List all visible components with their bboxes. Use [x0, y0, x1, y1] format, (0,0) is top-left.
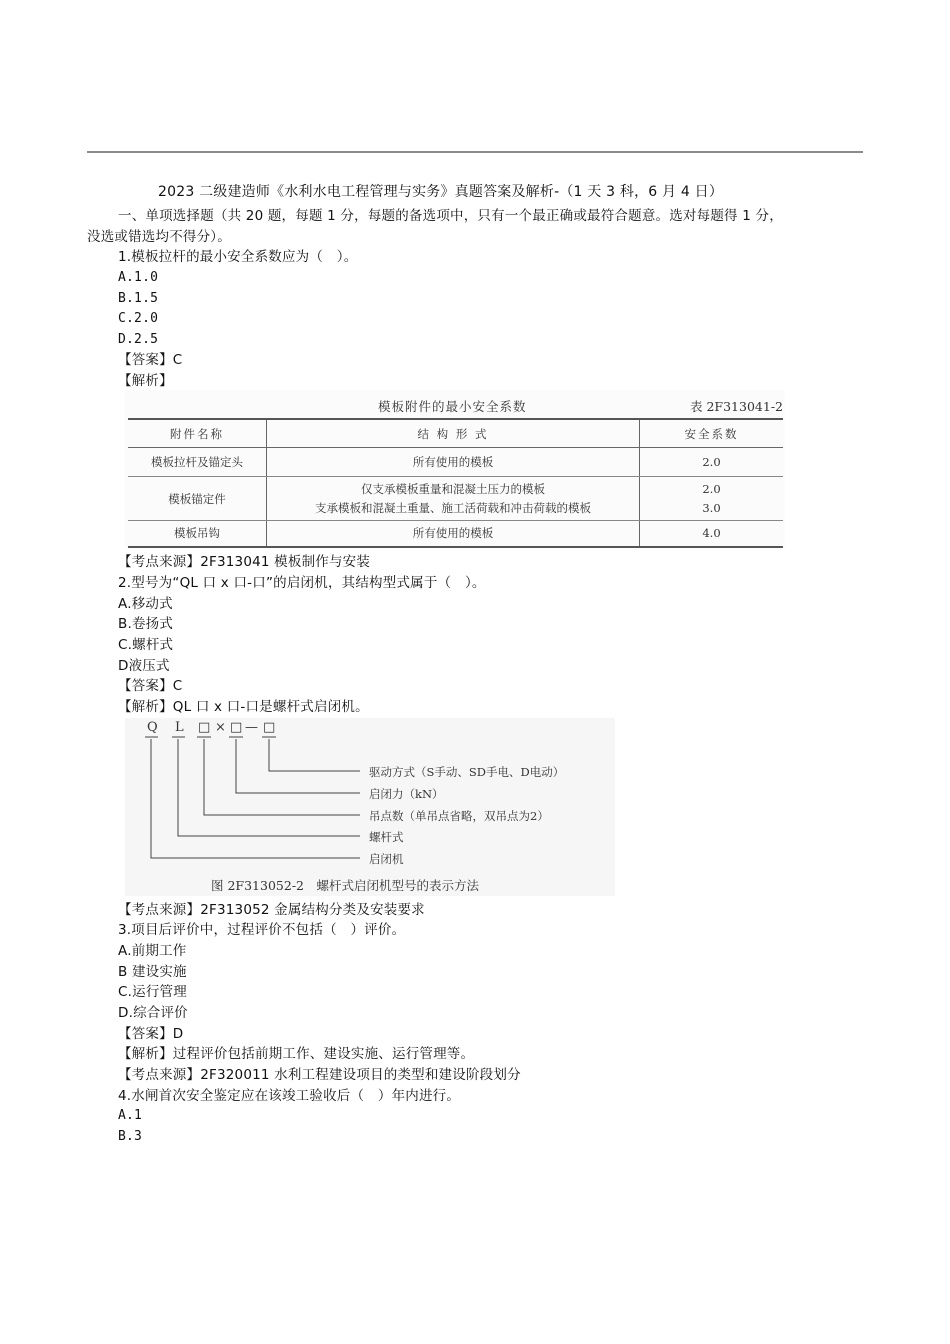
leader-force	[236, 739, 360, 793]
table-cell: 所有使用的模板	[267, 521, 640, 547]
table-cell: 模板锚定件	[128, 477, 267, 521]
q3-analysis: 【解析】过程评价包括前期工作、建设实施、运行管理等。	[118, 1046, 475, 1062]
label-screw-type: 螺杆式	[369, 830, 404, 844]
q3-option-b: B 建设实施	[118, 964, 187, 980]
section-heading: 一、单项选择题（共 20 题，每题 1 分，每题的备选项中，只有一个最正确或最符合题意。选对每题得 1 分，	[118, 208, 783, 224]
code-box-3: □	[263, 720, 276, 735]
table-cell	[267, 477, 640, 521]
hoist-model-diagram	[125, 718, 615, 896]
table-header-factor: 安全系数	[640, 419, 784, 448]
q3-stem: 3.项目后评价中，过程评价不包括（ ）评价。	[118, 922, 406, 938]
code-l: L	[175, 720, 184, 735]
code-box-2: □	[230, 720, 243, 735]
q2-option-a: A.移动式	[118, 596, 173, 612]
table-cell	[640, 477, 784, 521]
header-rule	[87, 151, 863, 153]
q2-option-b: B.卷扬式	[118, 616, 174, 632]
safety-factor-table	[128, 418, 783, 548]
table-header-form: 结 构 形 式	[267, 419, 640, 448]
label-lift-points: 吊点数（单吊点省略，双吊点为2）	[369, 809, 549, 823]
diagram-caption: 图 2F313052-2 螺杆式启闭机型号的表示方法	[211, 878, 479, 893]
section-heading-cont: 没选或错选均不得分）。	[87, 229, 231, 245]
code-q: Q	[147, 720, 158, 735]
q4-stem: 4.水闸首次安全鉴定应在该竣工验收后（ ）年内进行。	[118, 1088, 461, 1104]
q4-option-b: B.3	[118, 1129, 143, 1144]
q1-stem: 1.模板拉杆的最小安全系数应为（ ）。	[118, 249, 358, 265]
code-box-1: □	[198, 720, 211, 735]
q2-option-d: D液压式	[118, 658, 170, 674]
q2-source: 【考点来源】2F313052 金属结构分类及安装要求	[118, 902, 425, 918]
table-cell: 模板拉杆及锚定头	[128, 448, 267, 477]
q4-option-a: A.1	[118, 1108, 143, 1123]
table-cell: 2.0	[640, 448, 784, 477]
table-cell: 4.0	[640, 521, 784, 547]
q3-answer: 【答案】D	[118, 1026, 184, 1042]
q3-option-a: A.前期工作	[118, 943, 187, 959]
table-header-name: 附件名称	[128, 419, 267, 448]
table-cell: 所有使用的模板	[267, 448, 640, 477]
q2-analysis: 【解析】QL 口 x 口-口是螺杆式启闭机。	[118, 699, 369, 715]
q3-option-d: D.综合评价	[118, 1005, 188, 1021]
q1-option-b: B.1.5	[118, 291, 159, 306]
q1-option-c: C.2.0	[118, 311, 159, 326]
diagram-leader-lines	[125, 718, 615, 896]
table-cell: 模板吊钩	[128, 521, 267, 547]
table-title: 模板附件的最小安全系数	[378, 399, 527, 414]
q1-answer: 【答案】C	[118, 352, 183, 368]
q2-option-c: C.螺杆式	[118, 637, 174, 653]
table-cell-line: 仅支承模板重量和混凝土压力的模板	[361, 481, 545, 496]
leader-drive	[269, 739, 360, 771]
leader-hoist	[151, 739, 360, 858]
label-hoist: 启闭机	[369, 852, 404, 866]
label-force: 启闭力（kN）	[369, 787, 444, 801]
q3-source: 【考点来源】2F320011 水利工程建设项目的类型和建设阶段划分	[118, 1067, 521, 1083]
q1-option-a: A.1.0	[118, 270, 159, 285]
code-dash: —	[245, 720, 258, 735]
label-drive-mode: 驱动方式（S手动、SD手电、D电动）	[369, 765, 565, 779]
table-number: 表 2F313041-2	[690, 399, 783, 414]
document-title: 2023 二级建造师《水利水电工程管理与实务》真题答案及解析-（1 天 3 科，6 月 4 日）	[158, 184, 724, 200]
q2-stem: 2.型号为“QL 口 x 口-口”的启闭机，其结构型式属于（ ）。	[118, 575, 486, 591]
leader-points	[204, 739, 360, 815]
table-cell-line: 2.0	[702, 481, 721, 496]
code-times: ×	[215, 720, 226, 735]
q3-option-c: C.运行管理	[118, 984, 187, 1000]
q1-analysis: 【解析】	[118, 373, 173, 389]
q1-option-d: D.2.5	[118, 332, 159, 347]
table-cell-line: 支承模板和混凝土重量、施工活荷载和冲击荷载的模板	[315, 500, 591, 515]
safety-factor-table-figure	[125, 390, 785, 548]
table-cell-line: 3.0	[702, 500, 721, 515]
q1-source: 【考点来源】2F313041 模板制作与安装	[118, 554, 371, 570]
q2-answer: 【答案】C	[118, 678, 183, 694]
